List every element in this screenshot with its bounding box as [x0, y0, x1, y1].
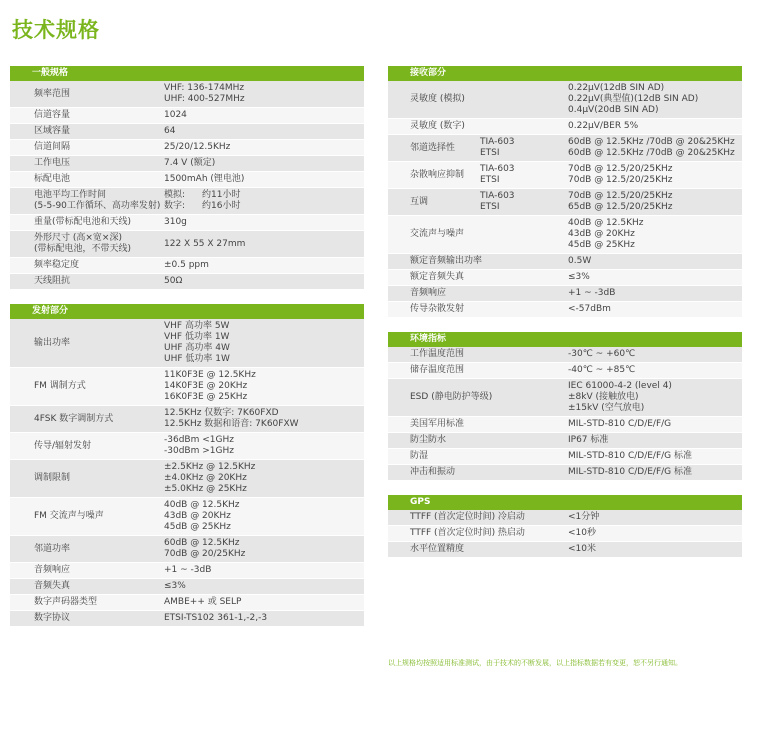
- spec-value-line: UHF 低功率 1W: [164, 354, 230, 364]
- spec-label-line: 重量(带标配电池和天线): [34, 217, 132, 227]
- spec-row: [10, 579, 364, 595]
- spec-value: [162, 579, 364, 594]
- spec-value: [162, 536, 364, 562]
- spec-label-line: 区域容量: [34, 126, 71, 136]
- spec-label: [10, 274, 162, 289]
- spec-value-line: VHF: 136-174MHz: [164, 83, 245, 93]
- spec-value-line: 12.5KHz 数据和语音: 7K60FXW: [164, 419, 299, 429]
- spec-row: [10, 536, 364, 563]
- spec-label-line: 杂散响应抑制: [410, 169, 465, 180]
- spec-standard-line: ETSI: [480, 148, 500, 158]
- spec-row: [388, 379, 742, 417]
- spec-value: [162, 172, 364, 187]
- spec-value-line: 60dB @ 12.5KHz: [164, 538, 240, 548]
- spec-value-line: 12.5KHz 仅数字: 7K60FXD: [164, 408, 279, 418]
- spec-label: [388, 390, 566, 405]
- spec-label: [10, 412, 162, 427]
- spec-value-line: ≤3%: [164, 581, 186, 591]
- spec-value-line: 11K0F3E @ 12.5KHz: [164, 370, 256, 380]
- spec-label: [10, 542, 162, 557]
- section-header: GPS: [388, 495, 742, 510]
- spec-value-line: -36dBm <1GHz: [164, 435, 234, 445]
- spec-row: [388, 510, 742, 526]
- spec-label: [388, 119, 566, 134]
- spec-value-line: MIL-STD-810 C/D/E/F/G 标准: [568, 467, 692, 477]
- spec-row: [388, 254, 742, 270]
- section-header: 发射部分: [10, 304, 364, 319]
- spec-label-line: 天线阻抗: [34, 276, 71, 286]
- spec-value: [162, 188, 364, 214]
- spec-row: [388, 216, 742, 254]
- spec-label-line: TTFF (首次定位时间) 冷启动: [410, 512, 525, 522]
- spec-label: [388, 168, 480, 183]
- spec-value-line: 7.4 V (额定): [164, 158, 216, 168]
- section-transmit: [10, 304, 364, 627]
- spec-row: [388, 162, 742, 189]
- spec-label-line: 数字声码器类型: [34, 597, 98, 607]
- spec-row: [388, 526, 742, 542]
- spec-label: [10, 231, 162, 257]
- section-environment: [388, 332, 742, 481]
- spec-value: [566, 526, 742, 541]
- spec-standard-line: ETSI: [480, 175, 500, 185]
- spec-label-line: 互调: [410, 196, 429, 207]
- spec-label-line: 标配电池: [34, 174, 71, 184]
- spec-label: [10, 188, 162, 214]
- spec-standard-line: TIA-603: [480, 137, 515, 147]
- spec-row: [10, 215, 364, 231]
- spec-label: [388, 433, 566, 448]
- spec-row: [10, 231, 364, 258]
- spec-row: [10, 156, 364, 172]
- spec-label-line: (带标配电池，不带天线): [34, 244, 132, 254]
- spec-value: [162, 108, 364, 123]
- spec-row: [388, 417, 742, 433]
- spec-value: [162, 595, 364, 610]
- spec-value-line: UHF 高功率 4W: [164, 343, 230, 353]
- spec-row: [10, 406, 364, 433]
- spec-label-line: 储存温度范围: [410, 365, 465, 375]
- spec-label: [10, 509, 162, 524]
- spec-value-key: 模拟:: [164, 190, 186, 200]
- spec-label-line: 工作电压: [34, 158, 71, 168]
- spec-value: [162, 563, 364, 578]
- spec-value-line: 310g: [164, 217, 187, 227]
- spec-label-line: 音频响应: [34, 565, 71, 575]
- spec-standard-line: TIA-603: [480, 191, 515, 201]
- spec-label: [10, 108, 162, 123]
- spec-value: [566, 270, 742, 285]
- spec-label-line: 调制限制: [34, 473, 71, 483]
- spec-value-line: 70dB @ 12.5/20/25KHz: [568, 175, 673, 185]
- spec-label: [388, 465, 566, 480]
- spec-label: [388, 510, 566, 525]
- spec-row: [388, 302, 742, 318]
- spec-value-line: 40dB @ 12.5KHz: [568, 218, 644, 228]
- spec-value-line: MIL-STD-810 C/D/E/F/G: [568, 419, 672, 429]
- spec-label: [388, 92, 566, 107]
- section-receive: [388, 66, 742, 318]
- spec-value-line: ±5.0KHz @ 25KHz: [164, 484, 247, 494]
- spec-standard: [480, 135, 566, 161]
- spec-row: [10, 188, 364, 215]
- section-header: 接收部分: [388, 66, 742, 81]
- spec-value-line: 0.5W: [568, 256, 592, 266]
- section-header: 一般规格: [10, 66, 364, 81]
- spec-row: [388, 542, 742, 558]
- spec-label-line: 频率范围: [34, 88, 71, 99]
- spec-label-line: 冲击和振动: [410, 467, 456, 477]
- spec-label: [10, 124, 162, 139]
- spec-value: [162, 140, 364, 155]
- spec-label-line: TTFF (首次定位时间) 热启动: [410, 528, 525, 538]
- spec-value: [162, 274, 364, 289]
- spec-row: [10, 460, 364, 498]
- spec-value: [566, 465, 742, 480]
- spec-value-line: +1 ~ -3dB: [164, 565, 212, 575]
- spec-label-line: 频率稳定度: [34, 260, 80, 270]
- spec-value-line: ±8kV (接触放电): [568, 392, 639, 402]
- spec-label: [10, 563, 162, 578]
- spec-value: [566, 379, 742, 416]
- section-header: 环境指标: [388, 332, 742, 347]
- spec-label: [388, 286, 566, 301]
- spec-row: [10, 140, 364, 156]
- page-title: 技术规格: [12, 18, 100, 42]
- spec-value-line: 60dB @ 12.5KHz /70dB @ 20&25KHz: [568, 148, 735, 158]
- spec-label: [10, 336, 162, 351]
- spec-label-line: 数字协议: [34, 613, 71, 623]
- spec-label: [10, 611, 162, 626]
- spec-value: [162, 81, 364, 107]
- spec-row: [388, 189, 742, 216]
- spec-value: [566, 302, 742, 317]
- spec-label: [388, 347, 566, 362]
- spec-value-line: VHF 低功率 1W: [164, 332, 230, 342]
- spec-label-line: 信道容量: [34, 110, 71, 120]
- left-column: [10, 66, 364, 641]
- spec-label: [10, 140, 162, 155]
- spec-standard-line: TIA-603: [480, 164, 515, 174]
- spec-label-line: 电池平均工作时间: [34, 190, 107, 200]
- spec-value: [162, 611, 364, 626]
- spec-value-line: 65dB @ 12.5/20/25KHz: [568, 202, 673, 212]
- spec-value: [162, 319, 364, 367]
- spec-row: [388, 135, 742, 162]
- spec-label-line: 邻道功率: [34, 543, 71, 554]
- spec-value-line: 45dB @ 25KHz: [164, 522, 231, 532]
- spec-value: [566, 449, 742, 464]
- spec-value-line: UHF: 400-527MHz: [164, 94, 245, 104]
- spec-value-line: 70dB @ 12.5/20/25KHz: [568, 191, 673, 201]
- spec-row: [388, 119, 742, 135]
- spec-value-line: 70dB @ 20/25KHz: [164, 549, 246, 559]
- spec-value-line: +1 ~ -3dB: [568, 288, 616, 298]
- spec-value-line: AMBE++ 或 SELP: [164, 597, 242, 607]
- spec-standard: [480, 162, 566, 188]
- spec-row: [10, 274, 364, 290]
- spec-row: [388, 465, 742, 481]
- spec-label: [10, 439, 162, 454]
- spec-label-line: 防湿: [410, 451, 429, 461]
- spec-label: [10, 579, 162, 594]
- spec-value: [566, 286, 742, 301]
- spec-label-line: 邻道选择性: [410, 142, 456, 153]
- spec-row: [10, 81, 364, 108]
- spec-row: [10, 595, 364, 611]
- spec-row: [10, 498, 364, 536]
- spec-standard: [480, 189, 566, 215]
- spec-value-line: VHF 高功率 5W: [164, 321, 230, 331]
- spec-label-line: 音频失真: [34, 581, 71, 591]
- spec-label-line: ESD (静电防护等级): [410, 392, 493, 402]
- spec-value: [162, 124, 364, 139]
- spec-value-line: 50Ω: [164, 276, 183, 286]
- spec-label: [10, 379, 162, 394]
- spec-value-line: [164, 190, 360, 201]
- spec-value-line: <-57dBm: [568, 304, 611, 314]
- spec-value: [566, 119, 742, 134]
- footnote: 以上规格均按照适用标准测试，由于技术的不断发展，以上指标数据若有变更，恕不另行通知。: [388, 659, 682, 667]
- spec-label-line: 传导/辐射发射: [34, 440, 92, 451]
- spec-label: [388, 270, 566, 285]
- spec-value-line: 0.22μV(典型值)(12dB SIN AD): [568, 94, 699, 104]
- spec-row: [10, 124, 364, 140]
- spec-value: [162, 460, 364, 497]
- spec-value: [162, 498, 364, 535]
- spec-label: [388, 302, 566, 317]
- spec-label-line: FM 交流声与噪声: [34, 511, 104, 521]
- spec-value-line: ±4.0KHz @ 20KHz: [164, 473, 247, 483]
- spec-value: [566, 433, 742, 448]
- spec-label: [10, 156, 162, 171]
- spec-label: [388, 227, 566, 242]
- spec-value-line: ±2.5KHz @ 12.5KHz: [164, 462, 256, 472]
- spec-label-line: 音频响应: [410, 288, 447, 298]
- spec-row: [10, 319, 364, 368]
- spec-label-line: 额定音频失真: [410, 272, 465, 282]
- spec-value: [162, 156, 364, 171]
- spec-value-line: 45dB @ 25KHz: [568, 240, 635, 250]
- spec-row: [388, 81, 742, 119]
- spec-label-line: FM 调制方式: [34, 381, 86, 391]
- spec-value: [162, 406, 364, 432]
- spec-label: [388, 417, 566, 432]
- spec-value-line: IP67 标准: [568, 435, 609, 445]
- spec-value-line: 0.22μV/BER 5%: [568, 121, 639, 131]
- spec-row: [388, 286, 742, 302]
- spec-row: [388, 347, 742, 363]
- spec-value-line: 1500mAh (锂电池): [164, 174, 245, 184]
- spec-label: [10, 595, 162, 610]
- spec-value: [566, 417, 742, 432]
- spec-value: [566, 363, 742, 378]
- spec-value: [566, 216, 742, 253]
- spec-value-line: 43dB @ 20KHz: [164, 511, 231, 521]
- spec-value: [566, 510, 742, 525]
- spec-row: [10, 563, 364, 579]
- spec-label: [10, 172, 162, 187]
- spec-value-line: -30dBm >1GHz: [164, 446, 234, 456]
- spec-value: [566, 135, 742, 161]
- spec-label: [10, 215, 162, 230]
- spec-label-line: 交流声与噪声: [410, 229, 465, 239]
- spec-row: [388, 363, 742, 379]
- spec-value-line: ±0.5 ppm: [164, 260, 209, 270]
- spec-label-line: 灵敏度 (数字): [410, 121, 465, 131]
- spec-value: [566, 254, 742, 269]
- spec-value-line: 64: [164, 126, 176, 136]
- spec-value-line: 0.22μV(12dB SIN AD): [568, 83, 665, 93]
- spec-label-line: 外形尺寸 (高×宽×深): [34, 233, 122, 243]
- spec-label: [388, 449, 566, 464]
- spec-value: [162, 368, 364, 405]
- spec-label-line: (5-5-90工作循环、高功率发射): [34, 201, 161, 211]
- spec-value-line: 0.4μV(20dB SIN AD): [568, 105, 659, 115]
- spec-value: [162, 258, 364, 273]
- spec-value: [162, 215, 364, 230]
- spec-row: [10, 368, 364, 406]
- spec-standard-line: ETSI: [480, 202, 500, 212]
- spec-value-text: 约16小时: [202, 201, 241, 211]
- spec-value-line: 25/20/12.5KHz: [164, 142, 231, 152]
- spec-value-line: -40℃ ~ +85℃: [568, 365, 636, 375]
- spec-label: [10, 471, 162, 486]
- spec-value-line: ETSI-TS102 361-1,-2,-3: [164, 613, 268, 623]
- spec-value-line: 122 X 55 X 27mm: [164, 238, 246, 249]
- spec-row: [10, 172, 364, 188]
- spec-row: [388, 433, 742, 449]
- spec-label-line: 信道间隔: [34, 142, 71, 152]
- spec-value-line: ≤3%: [568, 272, 590, 282]
- spec-label: [10, 258, 162, 273]
- spec-value: [162, 433, 364, 459]
- spec-value: [162, 237, 364, 252]
- spec-row: [388, 270, 742, 286]
- spec-value-line: -30℃ ~ +60℃: [568, 349, 636, 359]
- spec-value-text: 约11小时: [202, 190, 241, 200]
- spec-label: [388, 195, 480, 210]
- spec-value-line: 40dB @ 12.5KHz: [164, 500, 240, 510]
- spec-value: [566, 81, 742, 118]
- spec-value: [566, 162, 742, 188]
- spec-label: [388, 526, 566, 541]
- spec-label-line: 水平位置精度: [410, 544, 465, 554]
- spec-value-line: IEC 61000-4-2 (level 4): [568, 381, 672, 391]
- spec-value: [566, 542, 742, 557]
- spec-label: [10, 87, 162, 102]
- section-gps: [388, 495, 742, 558]
- spec-label: [388, 363, 566, 378]
- spec-label-line: 防尘防水: [410, 435, 447, 445]
- spec-label: [388, 254, 566, 269]
- spec-value: [566, 347, 742, 362]
- spec-row: [10, 108, 364, 124]
- spec-row: [10, 611, 364, 627]
- spec-value-line: MIL-STD-810 C/D/E/F/G 标准: [568, 451, 692, 461]
- spec-label-line: 额定音频输出功率: [410, 256, 483, 266]
- spec-value-line: 16K0F3E @ 25KHz: [164, 392, 248, 402]
- spec-row: [10, 433, 364, 460]
- section-general: [10, 66, 364, 290]
- spec-value-line: 60dB @ 12.5KHz /70dB @ 20&25KHz: [568, 137, 735, 147]
- spec-value: [566, 189, 742, 215]
- spec-value-line: <1分钟: [568, 512, 600, 522]
- spec-value-line: 14K0F3E @ 20KHz: [164, 381, 248, 391]
- spec-label-line: 传导杂散发射: [410, 304, 465, 314]
- spec-label-line: 工作温度范围: [410, 349, 465, 359]
- spec-row: [10, 258, 364, 274]
- spec-value-line: [164, 201, 360, 212]
- right-column: [388, 66, 742, 572]
- spec-label-line: 灵敏度 (模拟): [410, 94, 465, 104]
- spec-value-line: 43dB @ 20KHz: [568, 229, 635, 239]
- spec-value-line: 1024: [164, 110, 187, 120]
- spec-label-line: 美国军用标准: [410, 419, 465, 429]
- spec-label: [388, 141, 480, 156]
- spec-value-line: <10秒: [568, 528, 596, 538]
- spec-value-line: <10米: [568, 544, 596, 554]
- spec-label-line: 输出功率: [34, 337, 71, 348]
- spec-row: [388, 449, 742, 465]
- spec-value-key: 数字:: [164, 201, 186, 211]
- spec-label: [388, 542, 566, 557]
- spec-value-line: ±15kV (空气放电): [568, 403, 645, 413]
- spec-label-line: 4FSK 数字调制方式: [34, 413, 114, 424]
- spec-value-line: 70dB @ 12.5/20/25KHz: [568, 164, 673, 174]
